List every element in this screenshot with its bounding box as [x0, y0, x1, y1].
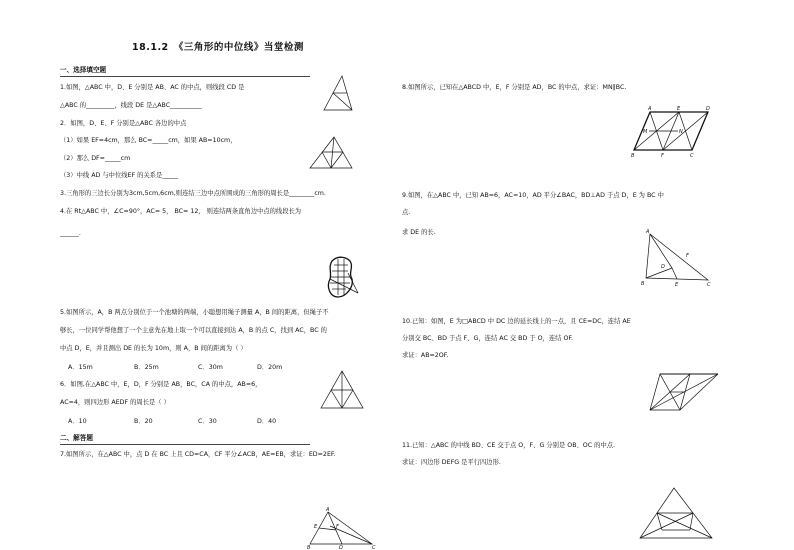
question-2: 2．如图，D、E、F 分别是△ABC 各边的中点 [60, 120, 187, 127]
fig8-label-d: D [706, 106, 710, 112]
fig8-label-a: A [648, 106, 652, 112]
question-6-line1: 6．如图,在△ABC 中，E，D，F 分别是 AB，BC，CA 的中点，AB=6， [60, 381, 262, 388]
figure-q1-triangle [318, 72, 358, 116]
question-9-line2: 点. [402, 209, 411, 216]
question-10-line2: 分别交 BC、BD 于点 F、G，连结 AC 交 BD 于 O，连结 OF. [402, 335, 574, 342]
figure-q10-parallelogram [646, 366, 722, 422]
fig8-label-e: E [677, 106, 681, 112]
question-6-option-b: B．20 [134, 418, 153, 425]
question-10-line3: 求证：AB=2OF. [402, 352, 449, 359]
section-divider [60, 444, 310, 445]
question-6-option-a: A．10 [68, 418, 87, 425]
question-5-line1: 5.如图所示，A，B 两点分别位于一个池塘的两端，小聪想用绳子测量 A，B 间的距离，但绳子不 [60, 309, 329, 316]
fig7-label-f: F [336, 524, 339, 530]
fig7-label-b: B [307, 545, 311, 550]
question-9-line3: 求 DE 的长. [402, 229, 436, 236]
question-5-option-c: C．30m [198, 364, 223, 371]
fig9-label-b: B [641, 281, 645, 287]
fig8-label-c: C [690, 153, 694, 159]
question-5-option-a: A．15m [68, 364, 93, 371]
fig7-label-e: E [314, 524, 318, 530]
fig9-label-d: D [661, 264, 665, 270]
question-7: 7.如图所示，在△ABC 中，点 D 在 BC 上且 CD=CA，CF 平分∠ACB，AE=EB，求证：ED=2EF. [60, 451, 336, 458]
figure-q11-triangle [634, 484, 716, 544]
fig9-label-c: C [707, 282, 711, 288]
section-heading-choice: 一、选择填空题 [60, 66, 107, 74]
question-10-line1: 10.已知：如图，E 为□ABCD 中 DC 边的延长线上的一点，且 CE=DC，连结 AE [402, 318, 631, 325]
question-3: 3.三角形的三边长分别为3cm,5cm,6cm,则连结三边中点所围成的三角形的周长是________cm. [60, 190, 326, 197]
question-2-part2: （2）那么 DF=_____cm [60, 155, 131, 162]
figure-q2-triangle [306, 134, 356, 174]
page-title: 18.1.2 《三角形的中位线》当堂检测 [132, 42, 304, 53]
question-6-line2: AC=4，则四边形 AEDF 的周长是（ ） [60, 399, 170, 406]
question-4-line2: ______. [60, 230, 81, 237]
fig8-label-f: F [661, 153, 664, 159]
figure-q7-triangle [306, 508, 376, 550]
fig9-label-a: A [646, 229, 650, 235]
question-4-line1: 4.在 Rt△ABC 中，∠C=90°，AC= 5， BC= 12， 则连结两条直角边中点的线段长为 [60, 208, 302, 215]
figure-q6-triangle [318, 368, 366, 414]
figure-q9-triangle [640, 228, 714, 288]
question-8: 8.如图所示，已知在△ABCD 中，E，F 分别是 AD，BC 的中点，求证：MN∥BC. [402, 84, 627, 91]
figure-q5-pond [324, 253, 360, 303]
fig8-label-b: B [631, 153, 635, 159]
question-11-line2: 求证：四边形 DEFG 是平行四边形. [402, 459, 501, 466]
section-heading-solve: 二、解答题 [60, 434, 93, 442]
question-1-line2: △ABC 的_________，线段 DE 是△ABC__________ [60, 102, 202, 109]
question-5-line2: 够长，一位同学帮他想了一个主意先在地上取一个可以直接到达 A，B 的点 C，找到 AC，BC 的 [60, 327, 327, 334]
question-2-part3: （3）中线 AD 与中位线EF 的关系是_____ [60, 172, 179, 179]
fig9-label-f: F [686, 253, 689, 259]
question-11-line1: 11.已知：△ABC 的中线 BD、CE 交于点 O，F、G 分别是 OB、OC 的中点. [402, 442, 616, 449]
question-5-option-b: B．25m [134, 364, 159, 371]
fig8-label-m: M [643, 129, 648, 135]
fig8-label-n: N [679, 129, 683, 135]
question-2-part1: （1）如果 EF=4cm，那么 BC=_____cm，如果 AB=10cm， [60, 137, 237, 144]
question-9-line1: 9.如图，在△ABC 中，已知 AB=6，AC=10，AD 平分∠BAC，BD⊥AD 于点 D，E 为 BC 中 [402, 192, 664, 199]
fig7-label-d: D [339, 545, 343, 550]
question-5-line3: 中点 D，E，并且测出 DE 的长为 10m，则 A，B 间的距离为（ ） [60, 345, 247, 352]
question-5-option-d: D．20m [257, 364, 283, 371]
fig7-label-c: C [372, 545, 376, 550]
fig9-label-e: E [675, 282, 679, 288]
question-6-option-c: C．30 [198, 418, 217, 425]
fig7-label-a: A [326, 507, 330, 513]
section-divider [60, 76, 310, 77]
question-1-line1: 1.如图，△ABC 中，D、E 分别是 AB、AC 的中点，则线段 CD 是 [60, 84, 245, 91]
figure-q8-parallelogram [630, 104, 716, 160]
question-6-option-d: D．40 [257, 418, 277, 425]
